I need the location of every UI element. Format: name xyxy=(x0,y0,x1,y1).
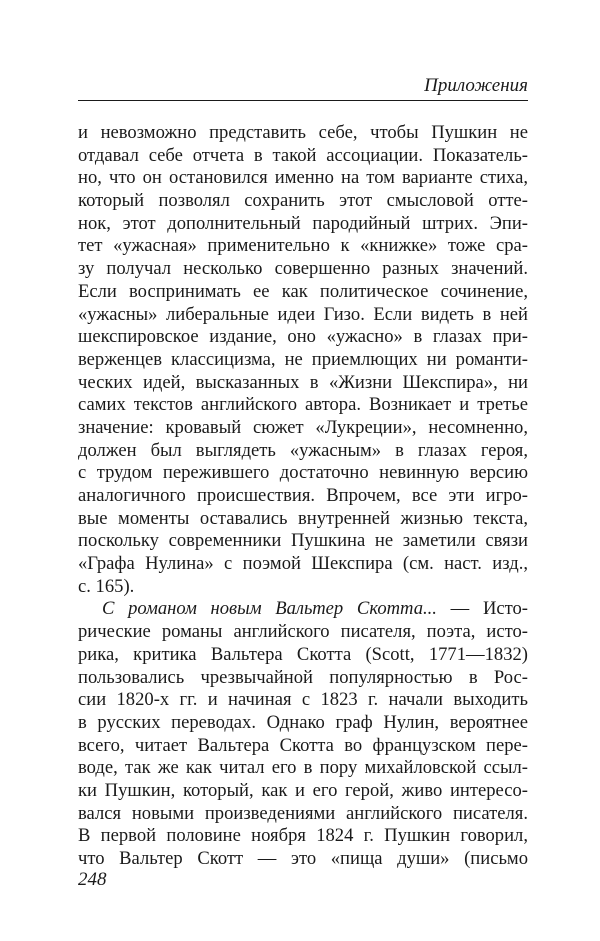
text-line: отдавал себе отчета в такой ассоциации. Показатель- xyxy=(78,144,528,166)
text-line: зу получал несколько совершенно разных значений. xyxy=(78,258,528,280)
text-line: сии 1820-х гг. и начиная с 1823 г. начали выходить xyxy=(78,689,528,711)
body-text xyxy=(78,122,528,871)
paragraph-first-line xyxy=(78,598,528,621)
text-line: «ужасны» либеральные идеи Гизо. Если видеть в ней xyxy=(78,303,528,325)
text-line: в русских переводах. Однако граф Нулин, вероятнее xyxy=(78,711,528,733)
text-line: ческих идей, высказанных в «Жизни Шекспира», ни xyxy=(78,371,528,393)
text-line: что Вальтер Скотт — это «пища души» (письмо xyxy=(78,848,528,869)
text-line: верженцев классицизма, не приемлющих ни романти- xyxy=(78,348,528,370)
text-line: самих текстов английского автора. Возникает и третье xyxy=(78,394,528,416)
text-line: рические романы английского писателя, поэта, исто- xyxy=(78,621,528,643)
text-line: всего, читает Вальтера Скотта во французском пере- xyxy=(78,734,528,756)
commentary-lemma: С романом новым Вальтер Скотта... xyxy=(102,598,437,620)
lemma-continuation: — Исто- xyxy=(436,598,528,620)
text-line: тет «ужасная» применительно к «книжке» тоже сра- xyxy=(78,235,528,257)
text-line: и невозможно представить себе, чтобы Пушкин не xyxy=(78,122,528,143)
text-line: но, что он остановился именно на том варианте стиха, xyxy=(78,167,528,189)
text-line: значение: кровавый сюжет «Лукреции», несомненно, xyxy=(78,416,528,438)
text-line: с трудом пережившего достаточно невинную версию xyxy=(78,462,528,484)
text-line: пользовались чрезвычайной популярностью в Рос- xyxy=(78,666,528,688)
text-line: вался новыми произведениями английского писателя. xyxy=(78,802,528,824)
text-line: «Графа Нулина» с поэмой Шекспира (см. наст. изд., xyxy=(78,553,528,575)
text-line: с. 165). xyxy=(78,575,135,597)
text-line: нок, этот дополнительный пародийный штрих. Эпи- xyxy=(78,212,528,234)
text-line: должен был выглядеть «ужасным» в глазах героя, xyxy=(78,439,528,461)
header-rule xyxy=(78,100,528,101)
text-line: вые моменты оставались внутренней жизнью текста, xyxy=(78,507,528,529)
text-line: ки Пушкин, который, как и его герой, живо интересо- xyxy=(78,779,528,801)
text-line: аналогичного происшествия. Впрочем, все эти игро- xyxy=(78,485,528,506)
text-line: поскольку современники Пушкина не заметили связи xyxy=(78,530,528,552)
text-line: который позволял сохранить этот смысловой отте- xyxy=(78,190,528,212)
running-header: Приложения xyxy=(424,75,528,96)
text-line: воде, так же как читал его в пору михайловской ссыл- xyxy=(78,757,528,779)
page-number: 248 xyxy=(78,869,107,890)
text-line: шекспировское издание, оно «ужасно» в глазах при- xyxy=(78,326,528,348)
text-line: Если воспринимать ее как политическое сочинение, xyxy=(78,280,528,302)
text-line: В первой половине ноября 1824 г. Пушкин говорил, xyxy=(78,825,528,847)
text-line: рика, критика Вальтера Скотта (Scott, 1771—1832) xyxy=(78,643,528,665)
